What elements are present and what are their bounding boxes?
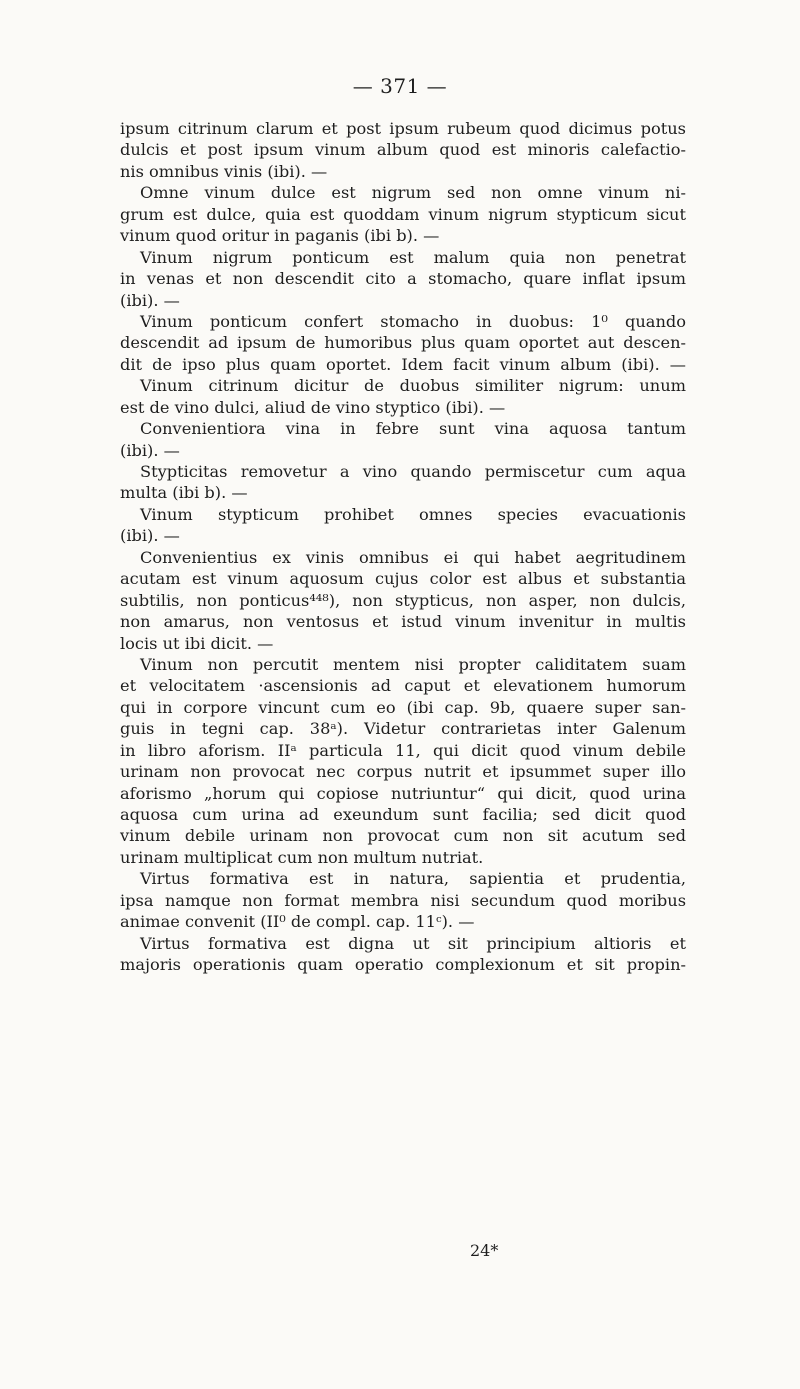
text-line: grum est dulce, quia est quoddam vinum nigrum stypticum sicut: [120, 204, 686, 224]
text-line: in libro aforism. IIᵃ particula 11, qui dicit quod vinum debile: [120, 740, 686, 760]
text-line: (ibi). —: [120, 440, 180, 460]
page-number: — 371 —: [352, 74, 448, 98]
text-line: nis omnibus vinis (ibi). —: [120, 161, 328, 181]
text-line: descendit ad ipsum de humoribus plus quam oportet aut descen-: [120, 333, 686, 353]
text-line: guis in tegni cap. 38ᵃ). Videtur contrarietas inter Galenum: [120, 719, 686, 739]
text-line: multa (ibi b). —: [120, 483, 248, 503]
text-line: est de vino dulci, aliud de vino styptico (ibi). —: [120, 397, 506, 417]
text-line: (ibi). —: [120, 290, 180, 310]
text-line: majoris operationis quam operatio complexionum et sit propin-: [120, 955, 686, 975]
text-line: ipsum citrinum clarum et post ipsum rubeum quod dicimus potus: [120, 119, 686, 138]
text-line: Omne vinum dulce est nigrum sed non omne vinum ni-: [140, 183, 686, 203]
text-line: Vinum non percutit mentem nisi propter caliditatem suam: [140, 654, 686, 674]
text-line: vinum debile urinam non provocat cum non sit acutum sed: [120, 826, 686, 846]
text-line: acutam est vinum aquosum cujus color est albus et substantia: [120, 569, 686, 589]
printer-signature: 24*: [470, 1241, 499, 1260]
text-line: Virtus formativa est in natura, sapientia et prudentia,: [140, 869, 686, 889]
text-line: Virtus formativa est digna ut sit principium altioris et: [140, 933, 686, 953]
text-line: urinam non provocat nec corpus nutrit et ipsummet super illo: [120, 762, 686, 782]
text-line: ipsa namque non format membra nisi secundum quod moribus: [120, 890, 686, 910]
text-line: vinum quod oritur in paganis (ibi b). —: [120, 226, 440, 246]
text-line: in venas et non descendit cito a stomacho, quare inflat ipsum: [120, 269, 686, 289]
text-line: (ibi). —: [120, 526, 180, 546]
text-line: Vinum citrinum dicitur de duobus similiter nigrum: unum: [140, 376, 686, 396]
text-line: locis ut ibi dicit. —: [120, 633, 274, 653]
text-line: subtilis, non ponticus⁴⁴⁸), non stypticus, non asper, non dulcis,: [120, 590, 686, 610]
text-line: aforismo „horum qui copiose nutriuntur“ qui dicit, quod urina: [120, 783, 686, 803]
text-line: non amarus, non ventosus et istud vinum invenitur in multis: [120, 612, 686, 632]
text-line: Convenientius ex vinis omnibus ei qui habet aegritudinem: [140, 547, 686, 567]
text-line: dit de ipso plus quam oportet. Idem facit vinum album (ibi). —: [120, 354, 686, 374]
text-line: urinam multiplicat cum non multum nutriat.: [120, 847, 484, 867]
text-line: Convenientiora vina in febre sunt vina aquosa tantum: [140, 419, 686, 439]
text-line: Stypticitas removetur a vino quando permiscetur cum aqua: [140, 462, 686, 481]
text-line: dulcis et post ipsum vinum album quod est minoris calefactio-: [120, 140, 686, 160]
text-line: Vinum ponticum confert stomacho in duobus: 1⁰ quando: [140, 311, 686, 331]
text-line: Vinum stypticum prohibet omnes species evacuationis: [140, 504, 686, 524]
text-line: qui in corpore vincunt cum eo (ibi cap. 9b, quaere super san-: [120, 697, 686, 717]
text-line: Vinum nigrum ponticum est malum quia non penetrat: [140, 247, 686, 267]
text-line: animae convenit (II⁰ de compl. cap. 11ᶜ). —: [120, 912, 475, 932]
page-body-text: [120, 118, 686, 976]
text-line: et velocitatem ·ascensionis ad caput et elevationem humorum: [120, 676, 686, 696]
text-line: aquosa cum urina ad exeundum sunt facilia; sed dicit quod: [120, 805, 686, 824]
